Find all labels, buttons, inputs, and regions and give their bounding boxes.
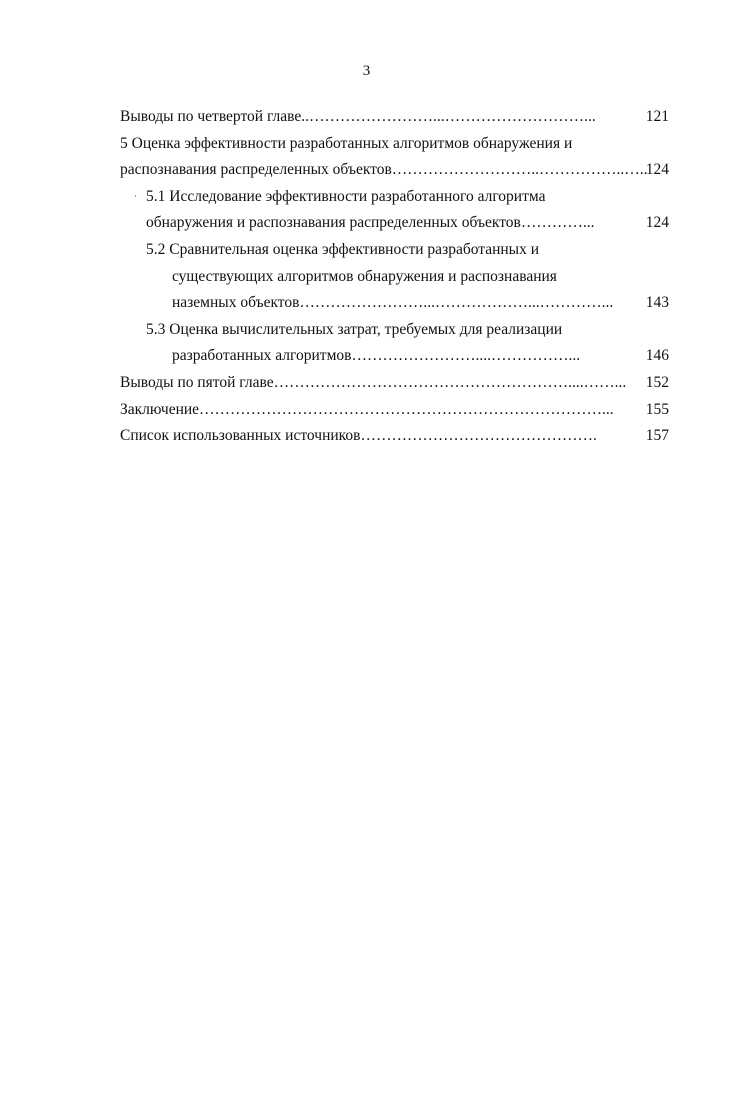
toc-entry-text: 5.2 Сравнительная оценка эффективности разработанных и <box>146 240 540 258</box>
scan-mark: · <box>134 190 137 201</box>
toc-entry-section-5-2-cont2 <box>120 290 669 317</box>
toc-entry-conclusions-chapter-4 <box>120 104 669 131</box>
toc-entry-page: 124 <box>645 214 669 232</box>
toc-entry-page: 155 <box>645 400 669 418</box>
toc-entry-section-5-3 <box>120 317 669 344</box>
toc-entry-text: 5 Оценка эффективности разработанных алгоритмов обнаружения и <box>120 134 573 152</box>
toc-entry-text: обнаружения и распознавания распределенных объектов…………... <box>146 214 595 232</box>
toc-entry-page: 121 <box>645 108 669 125</box>
toc-entry-text: Выводы по пятой главе…………………………………………………....……... <box>120 373 627 391</box>
page-number: 3 <box>362 63 371 79</box>
toc-entry-text: Список использованных источников………………………………………. <box>120 427 597 445</box>
toc-entry-text: Заключение……………………………………………………………………... <box>120 400 614 418</box>
toc-entry-page: 143 <box>645 294 669 312</box>
toc-entry-references <box>120 423 669 450</box>
toc-entry-text: Выводы по четвертой главе..……………………...………………………... <box>120 108 596 125</box>
toc-entry-chapter-5-cont <box>120 157 669 184</box>
toc-entry-section-5-1-cont <box>120 210 669 237</box>
table-of-contents <box>120 104 669 450</box>
toc-entry-text: 5.3 Оценка вычислительных затрат, требуемых для реализации <box>146 320 563 338</box>
toc-entry-section-5-2-cont <box>120 264 669 291</box>
toc-entry-page: 146 <box>645 347 669 365</box>
toc-entry-text: существующих алгоритмов обнаружения и распознавания <box>172 267 557 285</box>
toc-entry-page: 157 <box>645 427 669 445</box>
toc-entry-section-5-3-cont <box>120 343 669 370</box>
toc-entry-page: 152 <box>645 373 669 391</box>
toc-entry-text: разработанных алгоритмов……………………....……………... <box>172 347 581 365</box>
toc-entry-section-5-1 <box>120 184 669 211</box>
toc-entry-text: 5.1 Исследование эффективности разработанного алгоритма <box>146 187 546 205</box>
toc-entry-page: 124 <box>645 161 669 179</box>
toc-entry-section-5-2 <box>120 237 669 264</box>
toc-entry-conclusions-chapter-5 <box>120 370 669 397</box>
toc-entry-text: распознавания распределенных объектов………………………..……………..….. <box>120 161 648 179</box>
toc-entry-chapter-5 <box>120 131 669 158</box>
toc-entry-text: наземных объектов……………………...………………...…………... <box>172 294 614 312</box>
toc-entry-conclusion <box>120 397 669 424</box>
